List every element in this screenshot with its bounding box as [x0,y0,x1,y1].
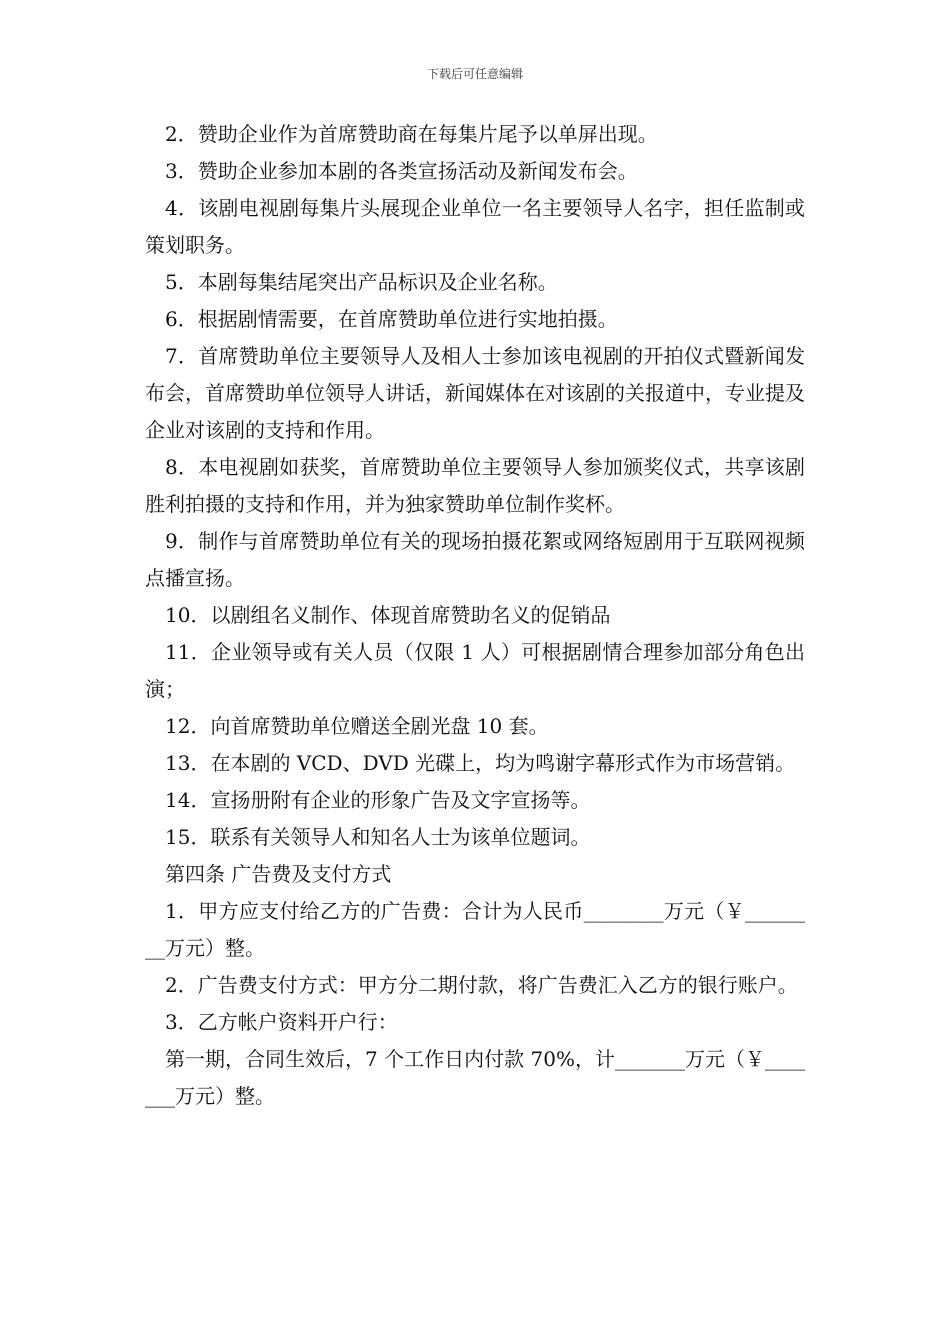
clause-10: 10．以剧组名义制作、体现首席赞助名义的促销品 [165,603,611,627]
clause-2: 2．赞助企业作为首席赞助商在每集片尾予以单屏出现。 [165,122,658,146]
clause-9: 9．制作与首席赞助单位有关的现场拍摄花絮或网络短剧用于互联网视频点播宣扬。 [145,529,805,590]
document-body [145,116,805,1115]
clause-11: 11．企业领导或有关人员（仅限 1 人）可根据剧情合理参加部分角色出演； [145,640,805,701]
clause-7: 7．首席赞助单位主要领导人及相人士参加该电视剧的开拍仪式暨新闻发布会，首席赞助单位领导人讲话，新闻媒体在对该剧的关报道中，专业提及企业对该剧的支持和作用。 [145,344,805,442]
clause-13: 13．在本剧的 VCD、DVD 光碟上，均为鸣谢字幕形式作为市场营销。 [165,751,796,775]
clause-4: 4．该剧电视剧每集片头展现企业单位一名主要领导人名字，担任监制或策划职务。 [145,196,805,257]
payment-clause-1: 1．甲方应支付给乙方的广告费：合计为人民币________万元（￥________万元）整。 [145,899,805,960]
clause-8: 8．本电视剧如获奖，首席赞助单位主要领导人参加颁奖仪式，共享该剧胜利拍摄的支持和作用，并为独家赞助单位制作奖杯。 [145,455,805,516]
clause-6: 6．根据剧情需要，在首席赞助单位进行实地拍摄。 [165,307,618,331]
page-header: 下载后可任意编辑 [426,67,523,81]
article-4-heading: 第四条 广告费及支付方式 [165,862,392,886]
clause-15: 15．联系有关领导人和知名人士为该单位题词。 [165,825,591,849]
clause-5: 5．本剧每集结尾突出产品标识及企业名称。 [165,270,558,294]
payment-clause-2: 2．广告费支付方式：甲方分二期付款，将广告费汇入乙方的银行账户。 [165,973,798,997]
payment-clause-3: 3．乙方帐户资料开户行： [165,1010,398,1034]
clause-12: 12．向首席赞助单位赠送全剧光盘 10 套。 [165,714,549,738]
clause-14: 14．宣扬册附有企业的形象广告及文字宣扬等。 [165,788,591,812]
clause-3: 3．赞助企业参加本剧的各类宣扬活动及新闻发布会。 [165,159,638,183]
payment-phase-1: 第一期，合同生效后，7 个工作日内付款 70%，计_______万元（￥_______万元）整。 [145,1047,805,1108]
